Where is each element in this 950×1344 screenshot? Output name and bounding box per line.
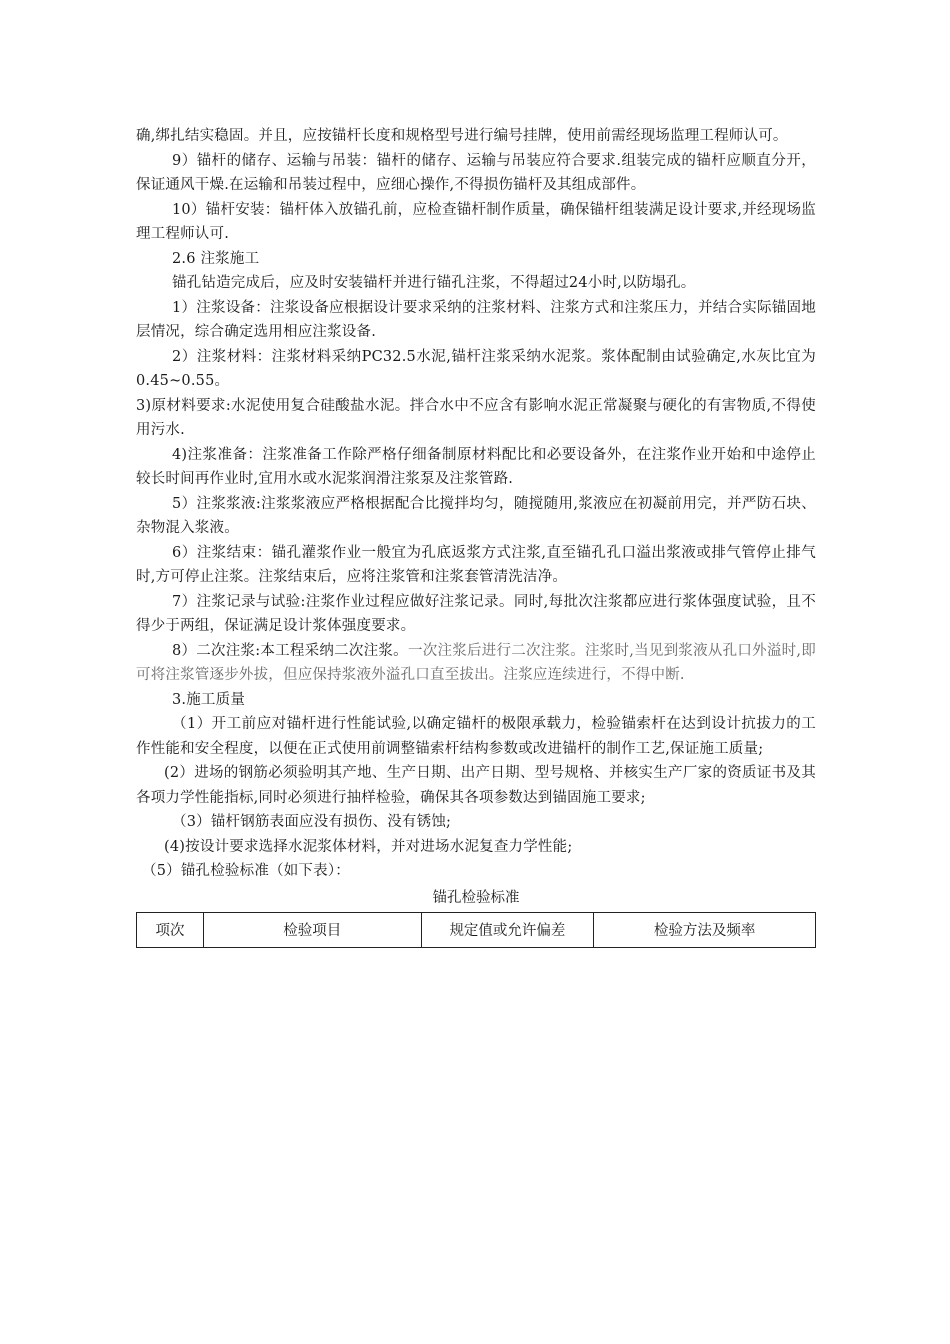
- paragraph: [136, 541, 816, 590]
- paragraph: [136, 124, 816, 149]
- paragraph-text: (4)按设计要求选择水泥浆体材料，并对进场水泥复查力学性能;: [164, 838, 573, 855]
- paragraph-text: 7）注浆记录与试验:注浆作业过程应做好注浆记录。同时,每批次注浆都应进行浆体强度试验，且不得少于两组，保证满足设计浆体强度要求。: [136, 593, 816, 634]
- paragraph: [136, 149, 816, 198]
- table-title: 锚孔检验标准: [432, 889, 520, 906]
- paragraph: [136, 859, 816, 884]
- paragraph: [136, 590, 816, 639]
- paragraph: [136, 688, 816, 713]
- paragraph-text-gray: 一次注浆后进行二次注浆。注浆时,当见到浆液从孔口外溢时,即可将注浆管逐步外拔，但应保持浆液外溢孔口直至拔出。注浆应连续进行，不得中断.: [136, 642, 816, 683]
- table-header-row: [137, 912, 816, 947]
- paragraph-list: [136, 124, 816, 884]
- paragraph: [136, 810, 816, 835]
- paragraph-text: 8）二次注浆:本工程采纳二次注浆。: [172, 642, 408, 659]
- paragraph: [136, 345, 816, 394]
- paragraph-text: 2.6 注浆施工: [172, 250, 260, 267]
- paragraph-text: （5）锚孔检验标准（如下表）：: [142, 863, 350, 879]
- document-body: [136, 124, 816, 948]
- paragraph-text: （1）开工前应对锚杆进行性能试验,以确定锚杆的极限承载力，检验锚索杆在达到设计抗拔力的工作性能和安全程度，以便在正式使用前调整锚索杆结构参数或改进锚杆的制作工艺,保证施工质量;: [136, 716, 816, 757]
- paragraph: [136, 296, 816, 345]
- paragraph-text: 2）注浆材料：注浆材料采纳PC32.5水泥,锚杆注浆采纳水泥浆。浆体配制由试验确定,水灰比宜为0.45~0.55。: [136, 348, 816, 389]
- paragraph-text: 锚孔钻造完成后，应及时安装锚杆并进行锚孔注浆，不得超过24小时,以防塌孔。: [172, 275, 696, 291]
- table-header-cell: 规定值或允许偏差: [421, 912, 594, 947]
- paragraph: [136, 271, 816, 296]
- paragraph-text: 9）锚杆的储存、运输与吊装：锚杆的储存、运输与吊装应符合要求.组装完成的锚杆应顺直分开，保证通风干燥.在运输和吊装过程中，应细心操作,不得损伤锚杆及其组成部件。: [136, 152, 816, 193]
- paragraph-text: 10）锚杆安装：锚杆体入放锚孔前，应检查锚杆制作质量，确保锚杆组装满足设计要求,并经现场监理工程师认可.: [136, 201, 816, 242]
- paragraph-text: (2）进场的钢筋必须验明其产地、生产日期、出产日期、型号规格、并核实生产厂家的资质证书及其各项力学性能指标,同时必须进行抽样检验，确保其各项参数达到锚固施工要求;: [136, 765, 816, 806]
- paragraph: [136, 712, 816, 761]
- paragraph: [136, 492, 816, 541]
- paragraph: [136, 443, 816, 492]
- paragraph-text: 6）注浆结束：锚孔灌浆作业一般宜为孔底返浆方式注浆,直至锚孔孔口溢出浆液或排气管停止排气时,方可停止注浆。注浆结束后，应将注浆管和注浆套管清洗洁净。: [136, 544, 816, 585]
- paragraph: [136, 761, 816, 810]
- inspection-standard-table: [136, 912, 816, 948]
- paragraph: [136, 198, 816, 247]
- paragraph-text: 确,绑扎结实稳固。并且，应按锚杆长度和规格型号进行编号挂牌，使用前需经现场监理工程师认可。: [136, 128, 788, 144]
- table-header-cell: 检验方法及频率: [594, 912, 816, 947]
- paragraph: [136, 835, 816, 860]
- table-header-cell: 检验项目: [203, 912, 421, 947]
- paragraph-text: 1）注浆设备：注浆设备应根据设计要求采纳的注浆材料、注浆方式和注浆压力，并结合实际锚固地层情况，综合确定选用相应注浆设备.: [136, 299, 816, 340]
- paragraph-text: 4)注浆准备：注浆准备工作除严格仔细备制原材料配比和必要设备外，在注浆作业开始和中途停止较长时间再作业时,宜用水或水泥浆润滑注浆泵及注浆管路.: [136, 446, 816, 487]
- table-header-cell: 项次: [137, 912, 204, 947]
- paragraph-text: （3）锚杆钢筋表面应没有损伤、没有锈蚀;: [172, 814, 452, 830]
- paragraph: [136, 247, 816, 272]
- paragraph: [136, 394, 816, 443]
- paragraph: [136, 639, 816, 688]
- paragraph-text: 5）注浆浆液:注浆浆液应严格根据配合比搅拌均匀，随搅随用,浆液应在初凝前用完，并严防石块、杂物混入浆液。: [136, 495, 816, 536]
- paragraph-text: 3.施工质量: [172, 691, 246, 708]
- paragraph-text: 3)原材料要求:水泥使用复合硅酸盐水泥。拌合水中不应含有影响水泥正常凝聚与硬化的有害物质,不得使用污水.: [136, 397, 816, 438]
